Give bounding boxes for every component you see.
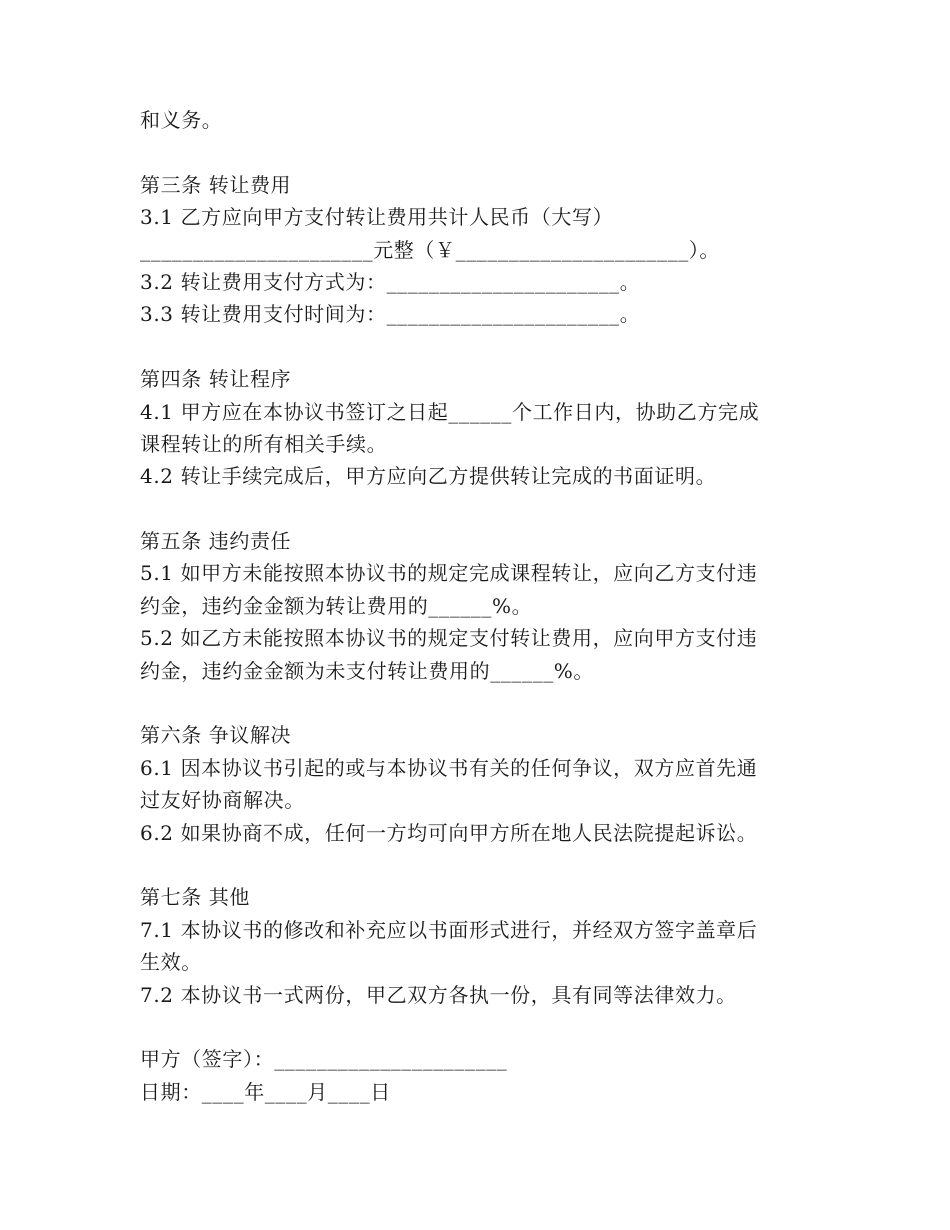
text-line: 5.2 如乙方未能按照本协议书的规定支付转让费用，应向甲方支付违 xyxy=(140,626,758,651)
text-line: 3.2 转让费用支付方式为：______________________。 xyxy=(140,269,641,294)
text-line: 4.2 转让手续完成后，甲方应向乙方提供转让完成的书面证明。 xyxy=(140,464,717,489)
text-line: 过友好协商解决。 xyxy=(140,788,305,813)
section-heading: 第三条 转让费用 xyxy=(140,172,292,197)
text-line: 3.1 乙方应向甲方支付转让费用共计人民币（大写） xyxy=(140,205,614,230)
text-line: 7.2 本协议书一式两份，甲乙双方各执一份，具有同等法律效力。 xyxy=(140,982,737,1007)
paragraph-gap xyxy=(140,687,800,719)
text-line: 7.1 本协议书的修改和补充应以书面形式进行，并经双方签字盖章后 xyxy=(140,917,758,942)
text-line: 6.1 因本协议书引起的或与本协议书有关的任何争议，双方应首先通 xyxy=(140,755,758,780)
text-line: 5.1 如甲方未能按照本协议书的规定完成课程转让，应向乙方支付违 xyxy=(140,561,758,586)
document-page xyxy=(140,104,800,1108)
text-line: 甲方（签字）：______________________ xyxy=(140,1047,508,1072)
text-line: 3.3 转让费用支付时间为：______________________。 xyxy=(140,302,641,327)
paragraph-gap xyxy=(140,493,800,525)
text-line: 约金，违约金金额为转让费用的______%。 xyxy=(140,593,533,618)
text-line: 和义务。 xyxy=(140,108,223,132)
text-line: 约金，违约金金额为未支付转让费用的______%。 xyxy=(140,658,595,683)
section-heading: 第七条 其他 xyxy=(140,885,250,910)
section-heading: 第五条 违约责任 xyxy=(140,529,292,554)
text-line: 日期：____年____月____日 xyxy=(140,1079,391,1104)
text-line: ______________________元整（￥______________________）。 xyxy=(140,237,720,262)
section-heading: 第四条 转让程序 xyxy=(140,367,292,392)
text-line: 课程转让的所有相关手续。 xyxy=(140,431,388,456)
paragraph-gap xyxy=(140,1011,800,1043)
paragraph-gap xyxy=(140,849,800,881)
paragraph-gap xyxy=(140,136,800,168)
text-line: 6.2 如果协商不成，任何一方均可向甲方所在地人民法院提起诉讼。 xyxy=(140,820,758,845)
text-line: 4.1 甲方应在本协议书签订之日起______个工作日内，协助乙方完成 xyxy=(140,399,760,424)
text-line: 生效。 xyxy=(140,950,202,975)
paragraph-gap xyxy=(140,331,800,363)
section-heading: 第六条 争议解决 xyxy=(140,723,292,748)
